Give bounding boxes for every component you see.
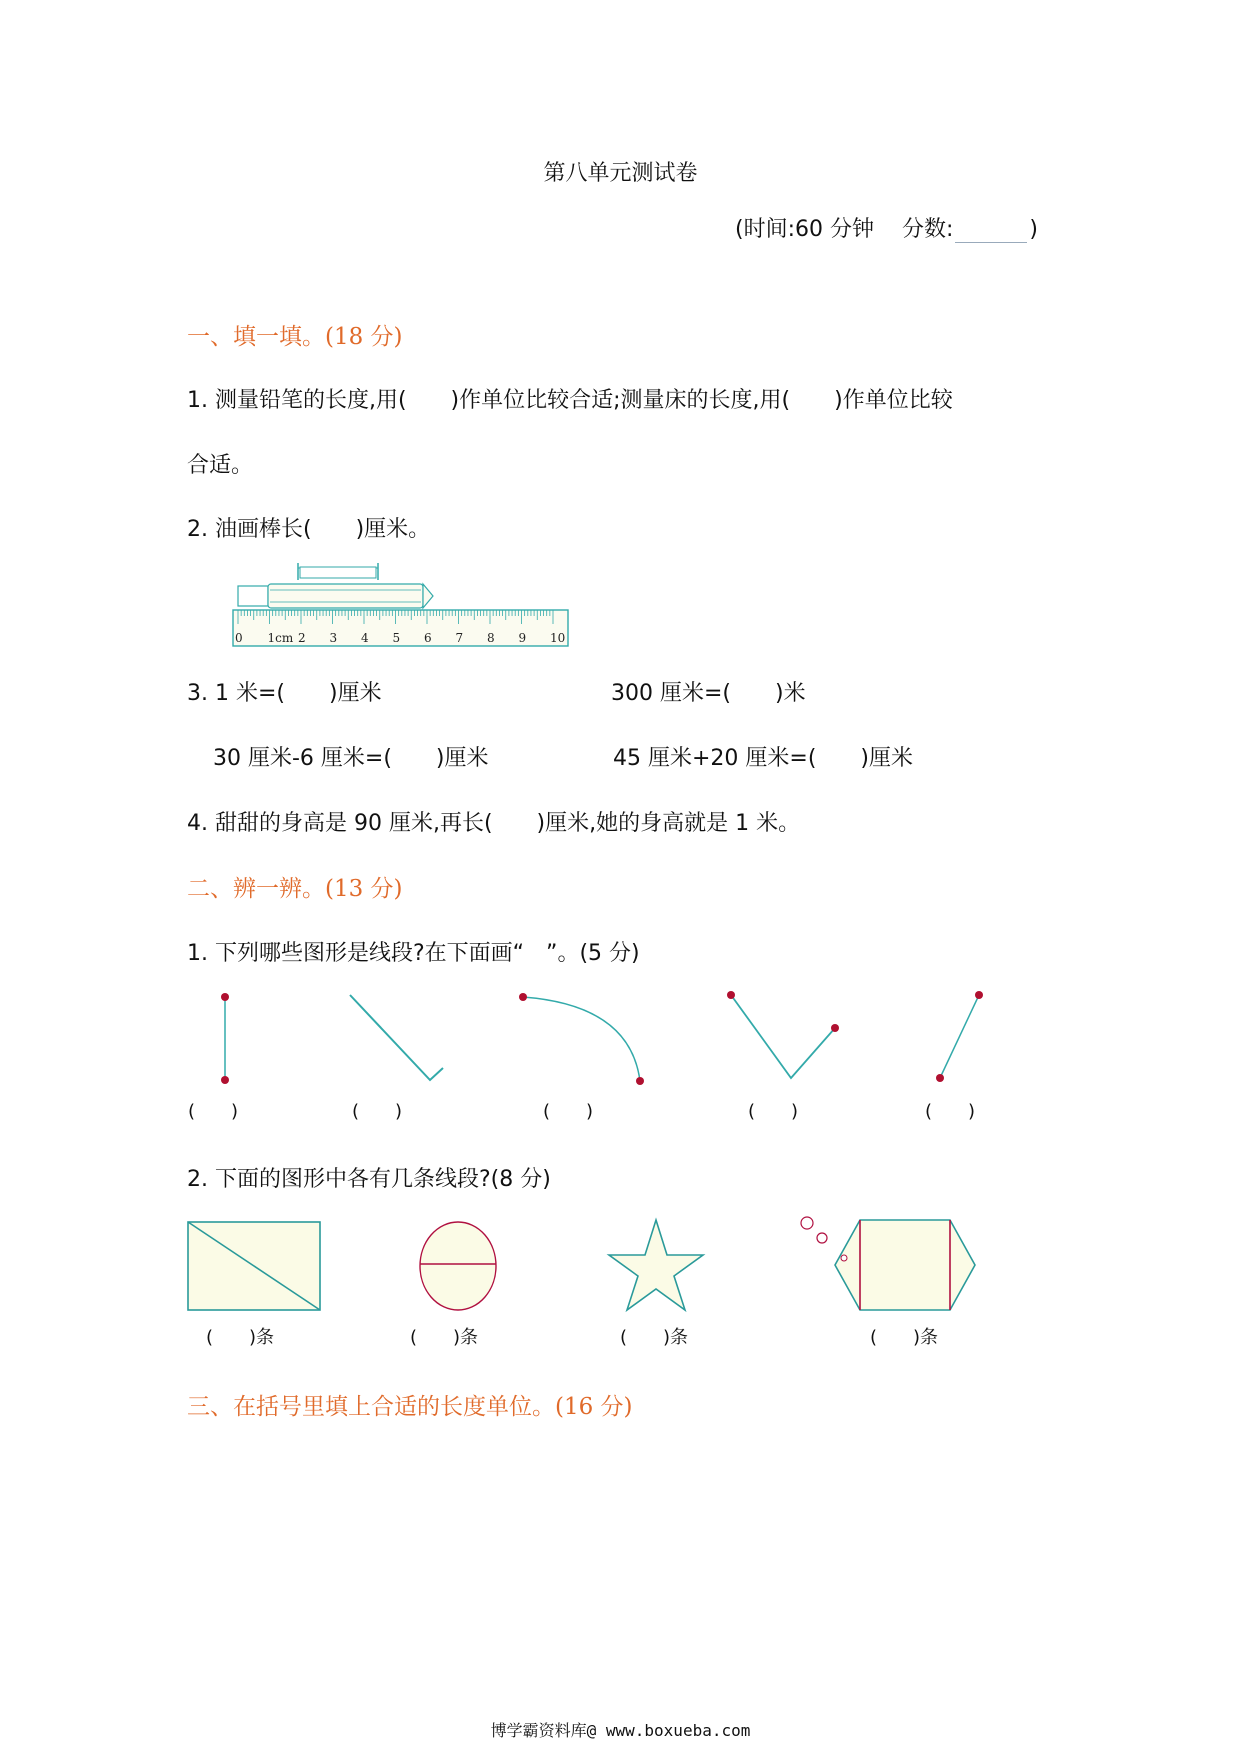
p2-text: 2. 下面的图形中各有几条线段?(8 分) [187,1167,551,1192]
figure-ray [350,995,443,1080]
time-label: (时间:60 分钟 [735,217,874,242]
figure-segment-vertical [221,993,229,1084]
ruler-label: 2 [298,631,306,645]
p1-text: 1. 下列哪些图形是线段?在下面画“ ”。(5 分) [187,941,640,966]
q1-line1: 1. 测量铅笔的长度,用( )作单位比较合适;测量床的长度,用( )作单位比较 [187,388,953,413]
crayon-icon [238,584,433,608]
page-title: 第八单元测试卷 [543,161,698,186]
ruler-label: 7 [455,631,464,645]
p1-blank-5[interactable]: ( ) [925,1101,976,1122]
p1-blank-4[interactable]: ( ) [748,1101,799,1122]
figure-curve [519,993,644,1085]
ruler-label: 1cm [267,631,294,645]
crayon-ruler-figure [228,558,573,648]
ruler-label: 4 [361,631,369,645]
q3-c: 30 厘米-6 厘米=( )厘米 [213,746,489,771]
footer-watermark: 博学霸资料库@ www.boxueba.com [490,1721,751,1740]
ruler-label: 8 [487,631,495,645]
q3-a: 3. 1 米=( )厘米 [187,681,382,706]
p2-blank-2[interactable]: ( )条 [410,1327,479,1348]
ruler-label: 6 [424,631,432,645]
oval-with-chord [420,1222,496,1310]
section-1-heading: 一、填一填。(18 分) [187,324,403,350]
q4-text: 4. 甜甜的身高是 90 厘米,再长( )厘米,她的身高就是 1 米。 [187,811,801,836]
q1-line2: 合适。 [187,453,254,478]
section-2-heading: 二、辨一辨。(13 分) [187,876,403,902]
ruler-label: 0 [235,631,243,645]
p1-blank-2[interactable]: ( ) [352,1101,403,1122]
score-label: 分数: [901,217,954,242]
score-blank[interactable] [955,222,1027,243]
candy-shape [801,1217,975,1310]
figure-segment-slanted [936,991,983,1082]
ruler-label: 3 [329,631,338,645]
q2-text: 2. 油画棒长( )厘米。 [187,517,431,542]
exam-info [735,212,1038,243]
rectangle-with-diagonal [188,1222,320,1310]
p2-blank-3[interactable]: ( )条 [620,1327,689,1348]
info-close: ) [1029,217,1038,242]
shape-figures [180,1210,1000,1330]
p1-blank-1[interactable]: ( ) [188,1101,239,1122]
star-icon [609,1220,703,1310]
section-3-heading: 三、在括号里填上合适的长度单位。(16 分) [187,1394,633,1420]
line-figures [180,985,1020,1095]
q3-b: 300 厘米=( )米 [611,681,806,706]
p2-blank-4[interactable]: ( )条 [870,1327,939,1348]
q3-d: 45 厘米+20 厘米=( )厘米 [613,746,914,771]
figure-angle [727,991,839,1078]
p2-blank-1[interactable]: ( )条 [206,1327,275,1348]
ruler-label: 9 [518,631,527,645]
ruler-label: 10 [550,631,566,645]
ruler-label: 5 [392,631,401,645]
p1-blank-3[interactable]: ( ) [543,1101,594,1122]
ruler-icon [233,610,568,646]
